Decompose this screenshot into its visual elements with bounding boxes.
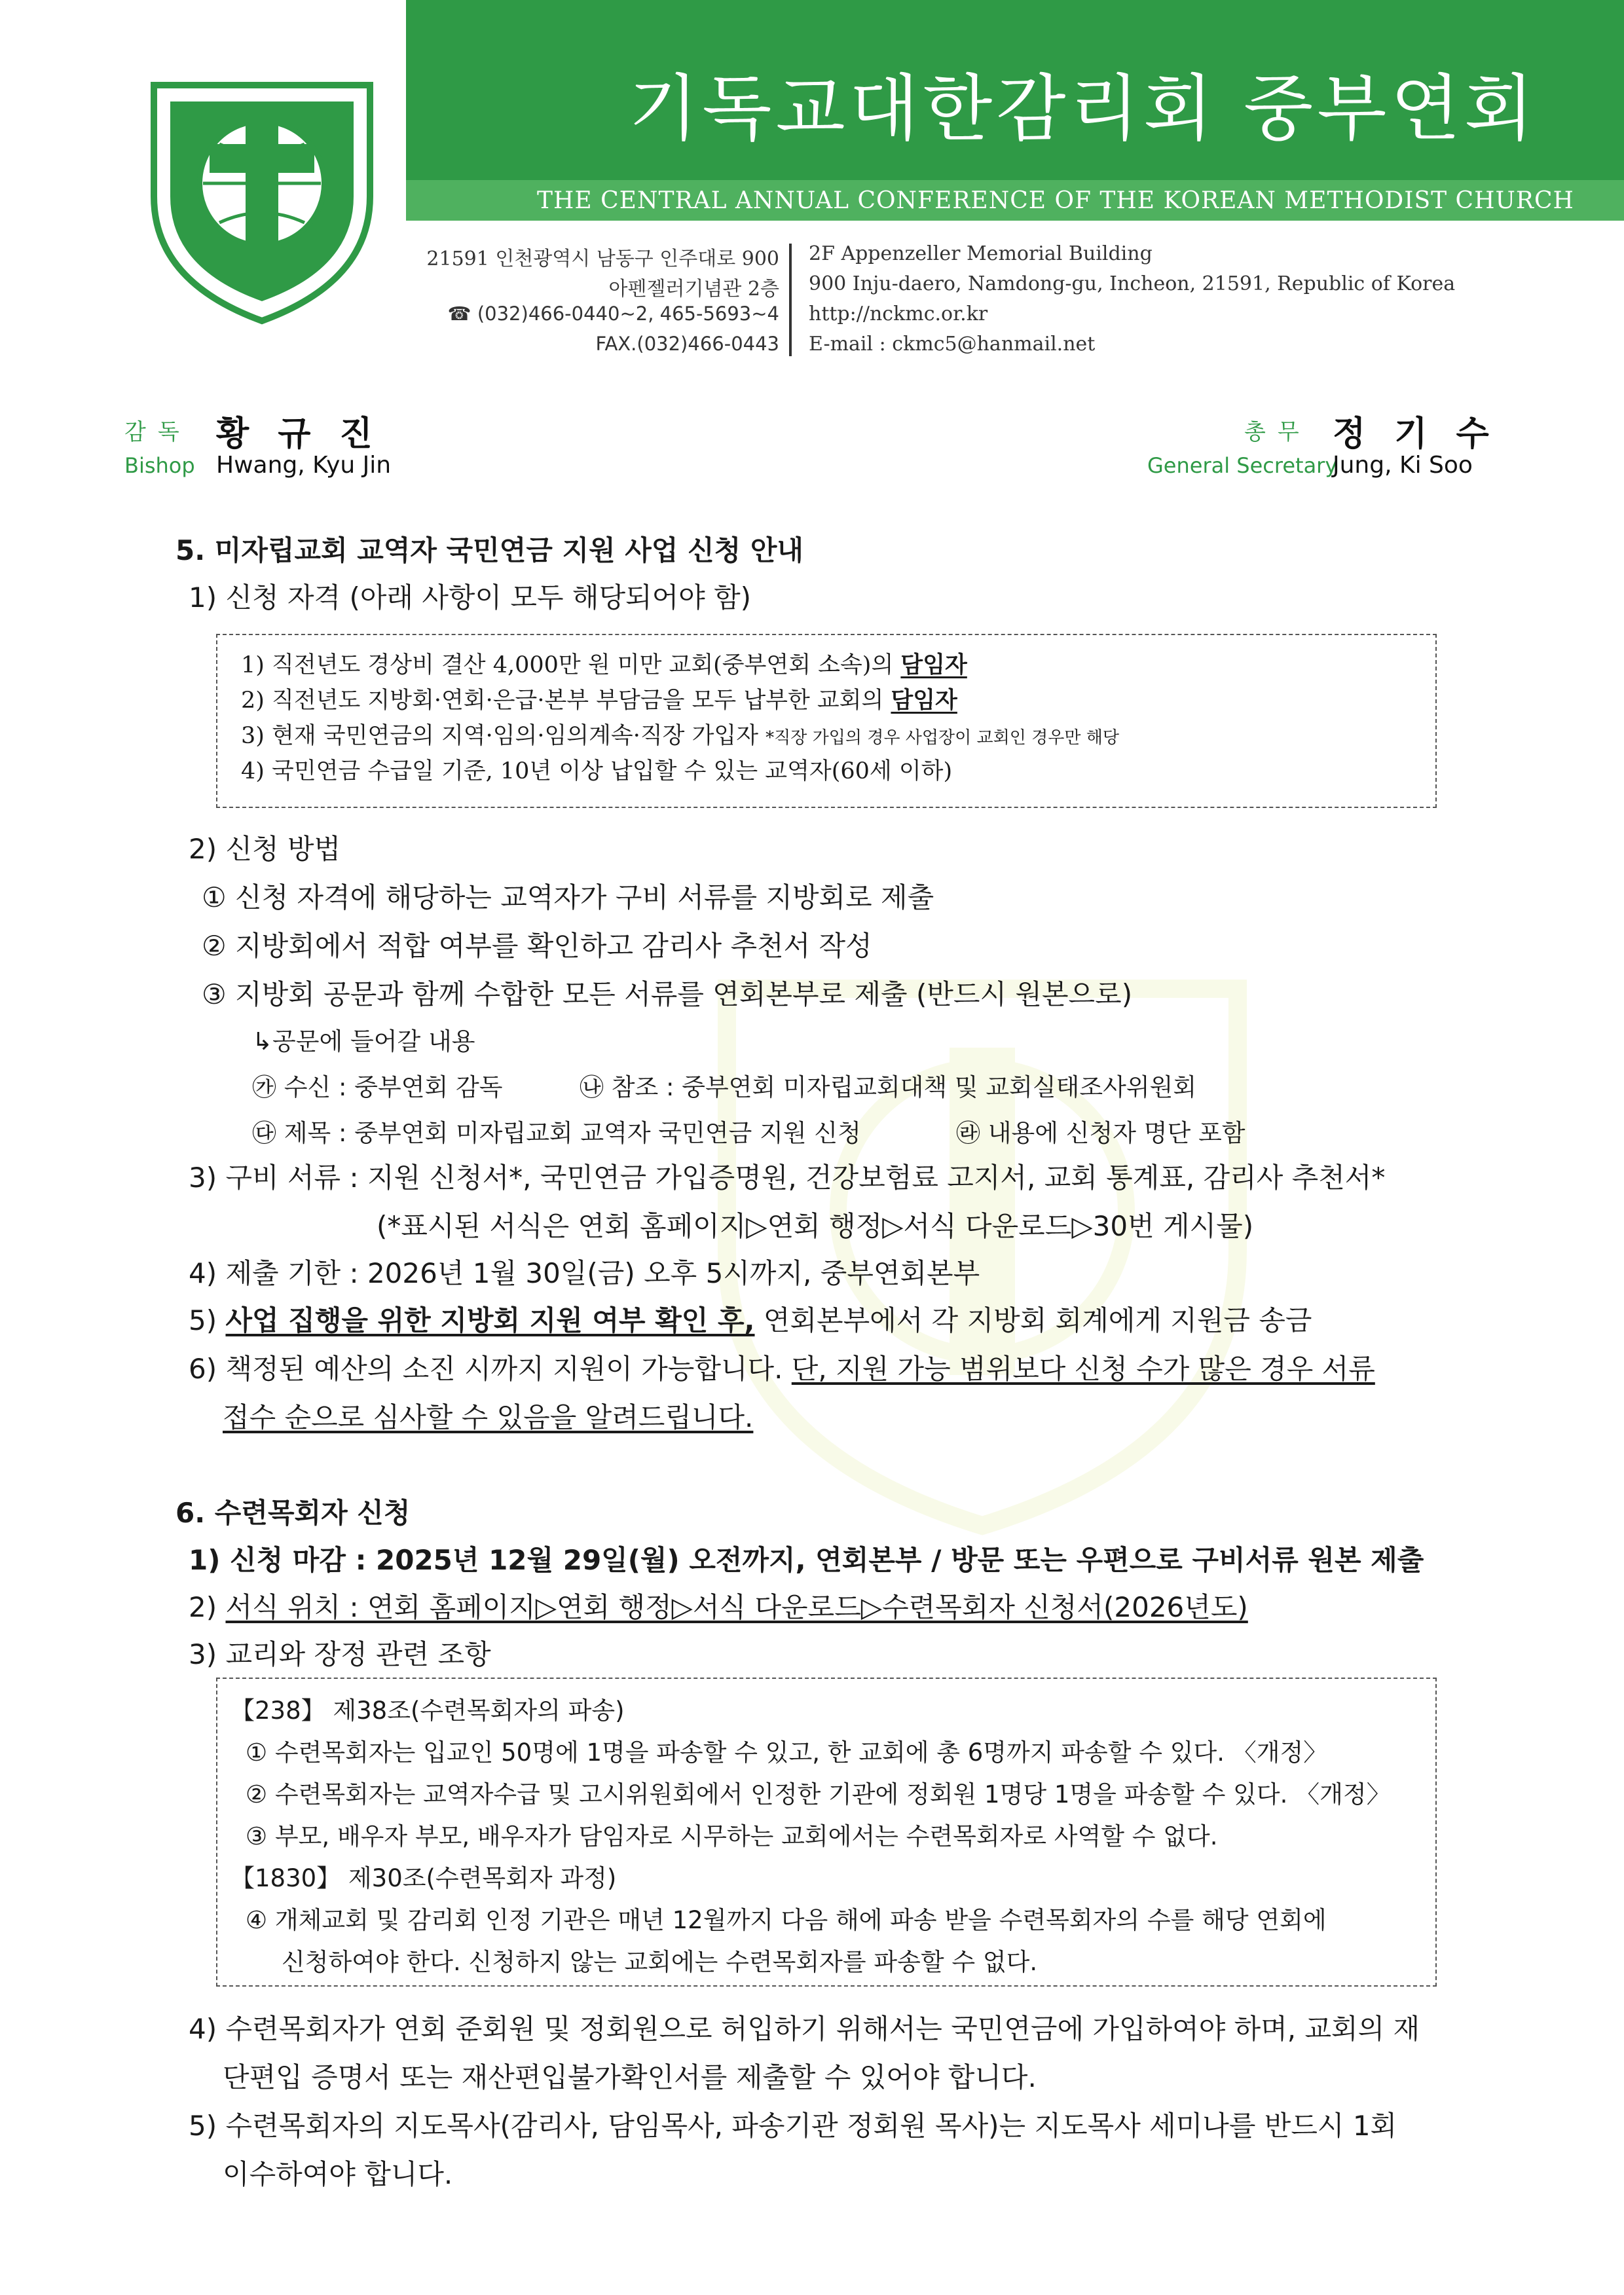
section5-heading: 5. 미자립교회 교역자 국민연금 지원 사업 신청 안내 xyxy=(175,534,803,566)
document-item-subject: ㉰ 제목 : 중부연회 미자립교회 교역자 국민연금 지원 신청 xyxy=(252,1119,861,1147)
address-en-line-2: 900 Inju-daero, Namdong-gu, Incheon, 21591, Republic of Korea xyxy=(809,272,1456,295)
document-content-intro: ↳공문에 들어갈 내용 xyxy=(252,1027,475,1056)
section6-q2-emph: 서식 위치 : 연회 홈페이지▷연회 행정▷서식 다운로드▷수련목회자 신청서(2026년도) xyxy=(225,1591,1248,1623)
eligibility-item-3: 3) 현재 국민연금의 지역·임의·임의계속·직장 가입자 *직장 가입의 경우 사업장이 교회인 경우만 해당 xyxy=(241,723,1119,749)
document-item-reference: ㉯ 참조 : 중부연회 미자립교회대책 및 교회실태조사위원회 xyxy=(580,1073,1197,1101)
section6-q4-cont: 단편입 증명서 또는 재산편입불가확인서를 제출할 수 있어야 합니다. xyxy=(223,2061,1037,2093)
regulation-item-1: ① 수련목회자는 입교인 50명에 1명을 파송할 수 있고, 한 교회에 총 6명까지 파송할 수 있다. 〈개정〉 xyxy=(246,1738,1328,1767)
bishop-role-ko: 감독 xyxy=(124,419,191,445)
eligibility-item-4: 4) 국민연금 수급일 기준, 10년 이상 납입할 수 있는 교역자(60세 이하) xyxy=(241,758,953,784)
cross-icon xyxy=(246,111,278,249)
organization-title: 기독교대한감리회 중부연회 xyxy=(629,67,1538,151)
bishop-name-en: Hwang, Kyu Jin xyxy=(216,452,392,479)
watermark-logo xyxy=(688,949,1277,1539)
regulation-article-238: 【238】 제38조(수련목회자의 파송) xyxy=(231,1697,625,1725)
section5-q3-note: (*표시된 서식은 연회 홈페이지▷연회 행정▷서식 다운로드▷30번 게시물) xyxy=(377,1210,1254,1242)
section5-q5-emph: 사업 집행을 위한 지방회 지원 여부 확인 후, xyxy=(225,1304,755,1336)
section5-q3: 3) 구비 서류 : 지원 신청서*, 국민연금 가입증명원, 건강보험료 고지서, 교회 통계표, 감리사 추천서* xyxy=(189,1162,1386,1194)
eligibility-item-2: 2) 직전년도 지방회·연회·은급·본부 부담금을 모두 납부한 교회의 담임자 xyxy=(241,687,957,714)
section5-q6-emph-2: 접수 순으로 심사할 수 있음을 알려드립니다. xyxy=(223,1401,754,1433)
address-ko-line-2: 아펜젤러기념관 2층 xyxy=(608,278,779,301)
address-divider xyxy=(789,244,792,356)
method-step-1: ① 신청 자격에 해당하는 교역자가 구비 서류를 지방회로 제출 xyxy=(202,881,934,913)
eligibility-item-3-note: *직장 가입의 경우 사업장이 교회인 경우만 해당 xyxy=(766,728,1119,748)
regulation-item-4-cont: 신청하여야 한다. 신청하지 않는 교회에는 수련목회자를 파송할 수 없다. xyxy=(282,1948,1038,1976)
section5-q2: 2) 신청 방법 xyxy=(189,833,341,865)
section6-heading: 6. 수련목회자 신청 xyxy=(175,1497,411,1529)
website-link[interactable]: http://nckmc.or.kr xyxy=(809,303,988,325)
section6-q5: 5) 수련목회자의 지도목사(감리사, 담임목사, 파송기관 정회원 목사)는 지도목사 세미나를 반드시 1회 xyxy=(189,2110,1397,2142)
secretary-role-en: General Secretary xyxy=(1147,453,1338,478)
secretary-name-en: Jung, Ki Soo xyxy=(1333,452,1473,479)
fax-number: FAX.(032)466-0443 xyxy=(595,333,779,355)
section5-q4: 4) 제출 기한 : 2026년 1월 30일(금) 오후 5시까지, 중부연회본부 xyxy=(189,1257,980,1289)
conference-logo xyxy=(141,72,383,327)
regulation-article-1830: 【1830】 제30조(수련목회자 과정) xyxy=(231,1864,617,1892)
section6-q4: 4) 수련목회자가 연회 준회원 및 정회원으로 허입하기 위해서는 국민연금에 가입하여야 하며, 교회의 재 xyxy=(189,2013,1420,2045)
section5-q6-cont xyxy=(223,1396,753,1435)
regulation-item-2: ② 수련목회자는 교역자수급 및 고시위원회에서 인정한 기관에 정회원 1명당 1명을 파송할 수 있다. 〈개정〉 xyxy=(246,1780,1391,1808)
method-step-2: ② 지방회에서 적합 여부를 확인하고 감리사 추천서 작성 xyxy=(202,930,872,962)
eligibility-item-1: 1) 직전년도 경상비 결산 4,000만 원 미만 교회(중부연회 소속)의 담임자 xyxy=(241,652,967,678)
section5-q6: 6) 책정된 예산의 소진 시까지 지원이 가능합니다. 단, 지원 가능 범위보다 신청 수가 많은 경우 서류 xyxy=(189,1353,1375,1385)
address-en-line-1: 2F Appenzeller Memorial Building xyxy=(809,242,1153,265)
bishop-name-ko: 황규진 xyxy=(216,414,401,454)
eligibility-item-2-emph: 담임자 xyxy=(891,687,957,714)
section6-q5-cont: 이수하여야 합니다. xyxy=(223,2158,453,2190)
document-item-recipient: ㉮ 수신 : 중부연회 감독 xyxy=(252,1073,503,1101)
secretary-name-ko: 정기수 xyxy=(1333,414,1518,454)
email-address[interactable]: E-mail : ckmc5@hanmail.net xyxy=(809,333,1096,356)
section5-q5: 5) 사업 집행을 위한 지방회 지원 여부 확인 후, 연회본부에서 각 지방회 회계에게 지원금 송금 xyxy=(189,1304,1312,1336)
eligibility-item-1-emph: 담임자 xyxy=(900,652,967,678)
document-item-content: ㉱ 내용에 신청자 명단 포함 xyxy=(956,1119,1246,1147)
section6-q3: 3) 교리와 장정 관련 조항 xyxy=(189,1638,491,1670)
regulation-item-4: ④ 개체교회 및 감리회 인정 기관은 매년 12월까지 다음 해에 파송 받을 수련목회자의 수를 해당 연회에 xyxy=(246,1906,1327,1934)
section6-q2: 2) 서식 위치 : 연회 홈페이지▷연회 행정▷서식 다운로드▷수련목회자 신청서(2026년도) xyxy=(189,1591,1248,1623)
section5-q1: 1) 신청 자격 (아래 사항이 모두 해당되어야 함) xyxy=(189,581,752,614)
bishop-role-en: Bishop xyxy=(124,453,195,478)
regulation-item-3: ③ 부모, 배우자 부모, 배우자가 담임자로 시무하는 교회에서는 수련목회자로 사역할 수 없다. xyxy=(246,1822,1218,1850)
section5-q6-emph: 단, 지원 가능 범위보다 신청 수가 많은 경우 서류 xyxy=(791,1353,1375,1385)
secretary-role-ko: 총무 xyxy=(1244,419,1311,445)
method-step-3: ③ 지방회 공문과 함께 수합한 모든 서류를 연회본부로 제출 (반드시 원본으로) xyxy=(202,978,1133,1010)
address-ko-line-1: 21591 인천광역시 남동구 인주대로 900 xyxy=(426,248,779,270)
phone-number: ☎ (032)466-0440~2, 465-5693~4 xyxy=(447,303,779,325)
section6-q1: 1) 신청 마감 : 2025년 12월 29일(월) 오전까지, 연회본부 / 방문 또는 우편으로 구비서류 원본 제출 xyxy=(189,1544,1424,1576)
organization-subtitle: THE CENTRAL ANNUAL CONFERENCE OF THE KOREAN METHODIST CHURCH xyxy=(537,187,1574,214)
